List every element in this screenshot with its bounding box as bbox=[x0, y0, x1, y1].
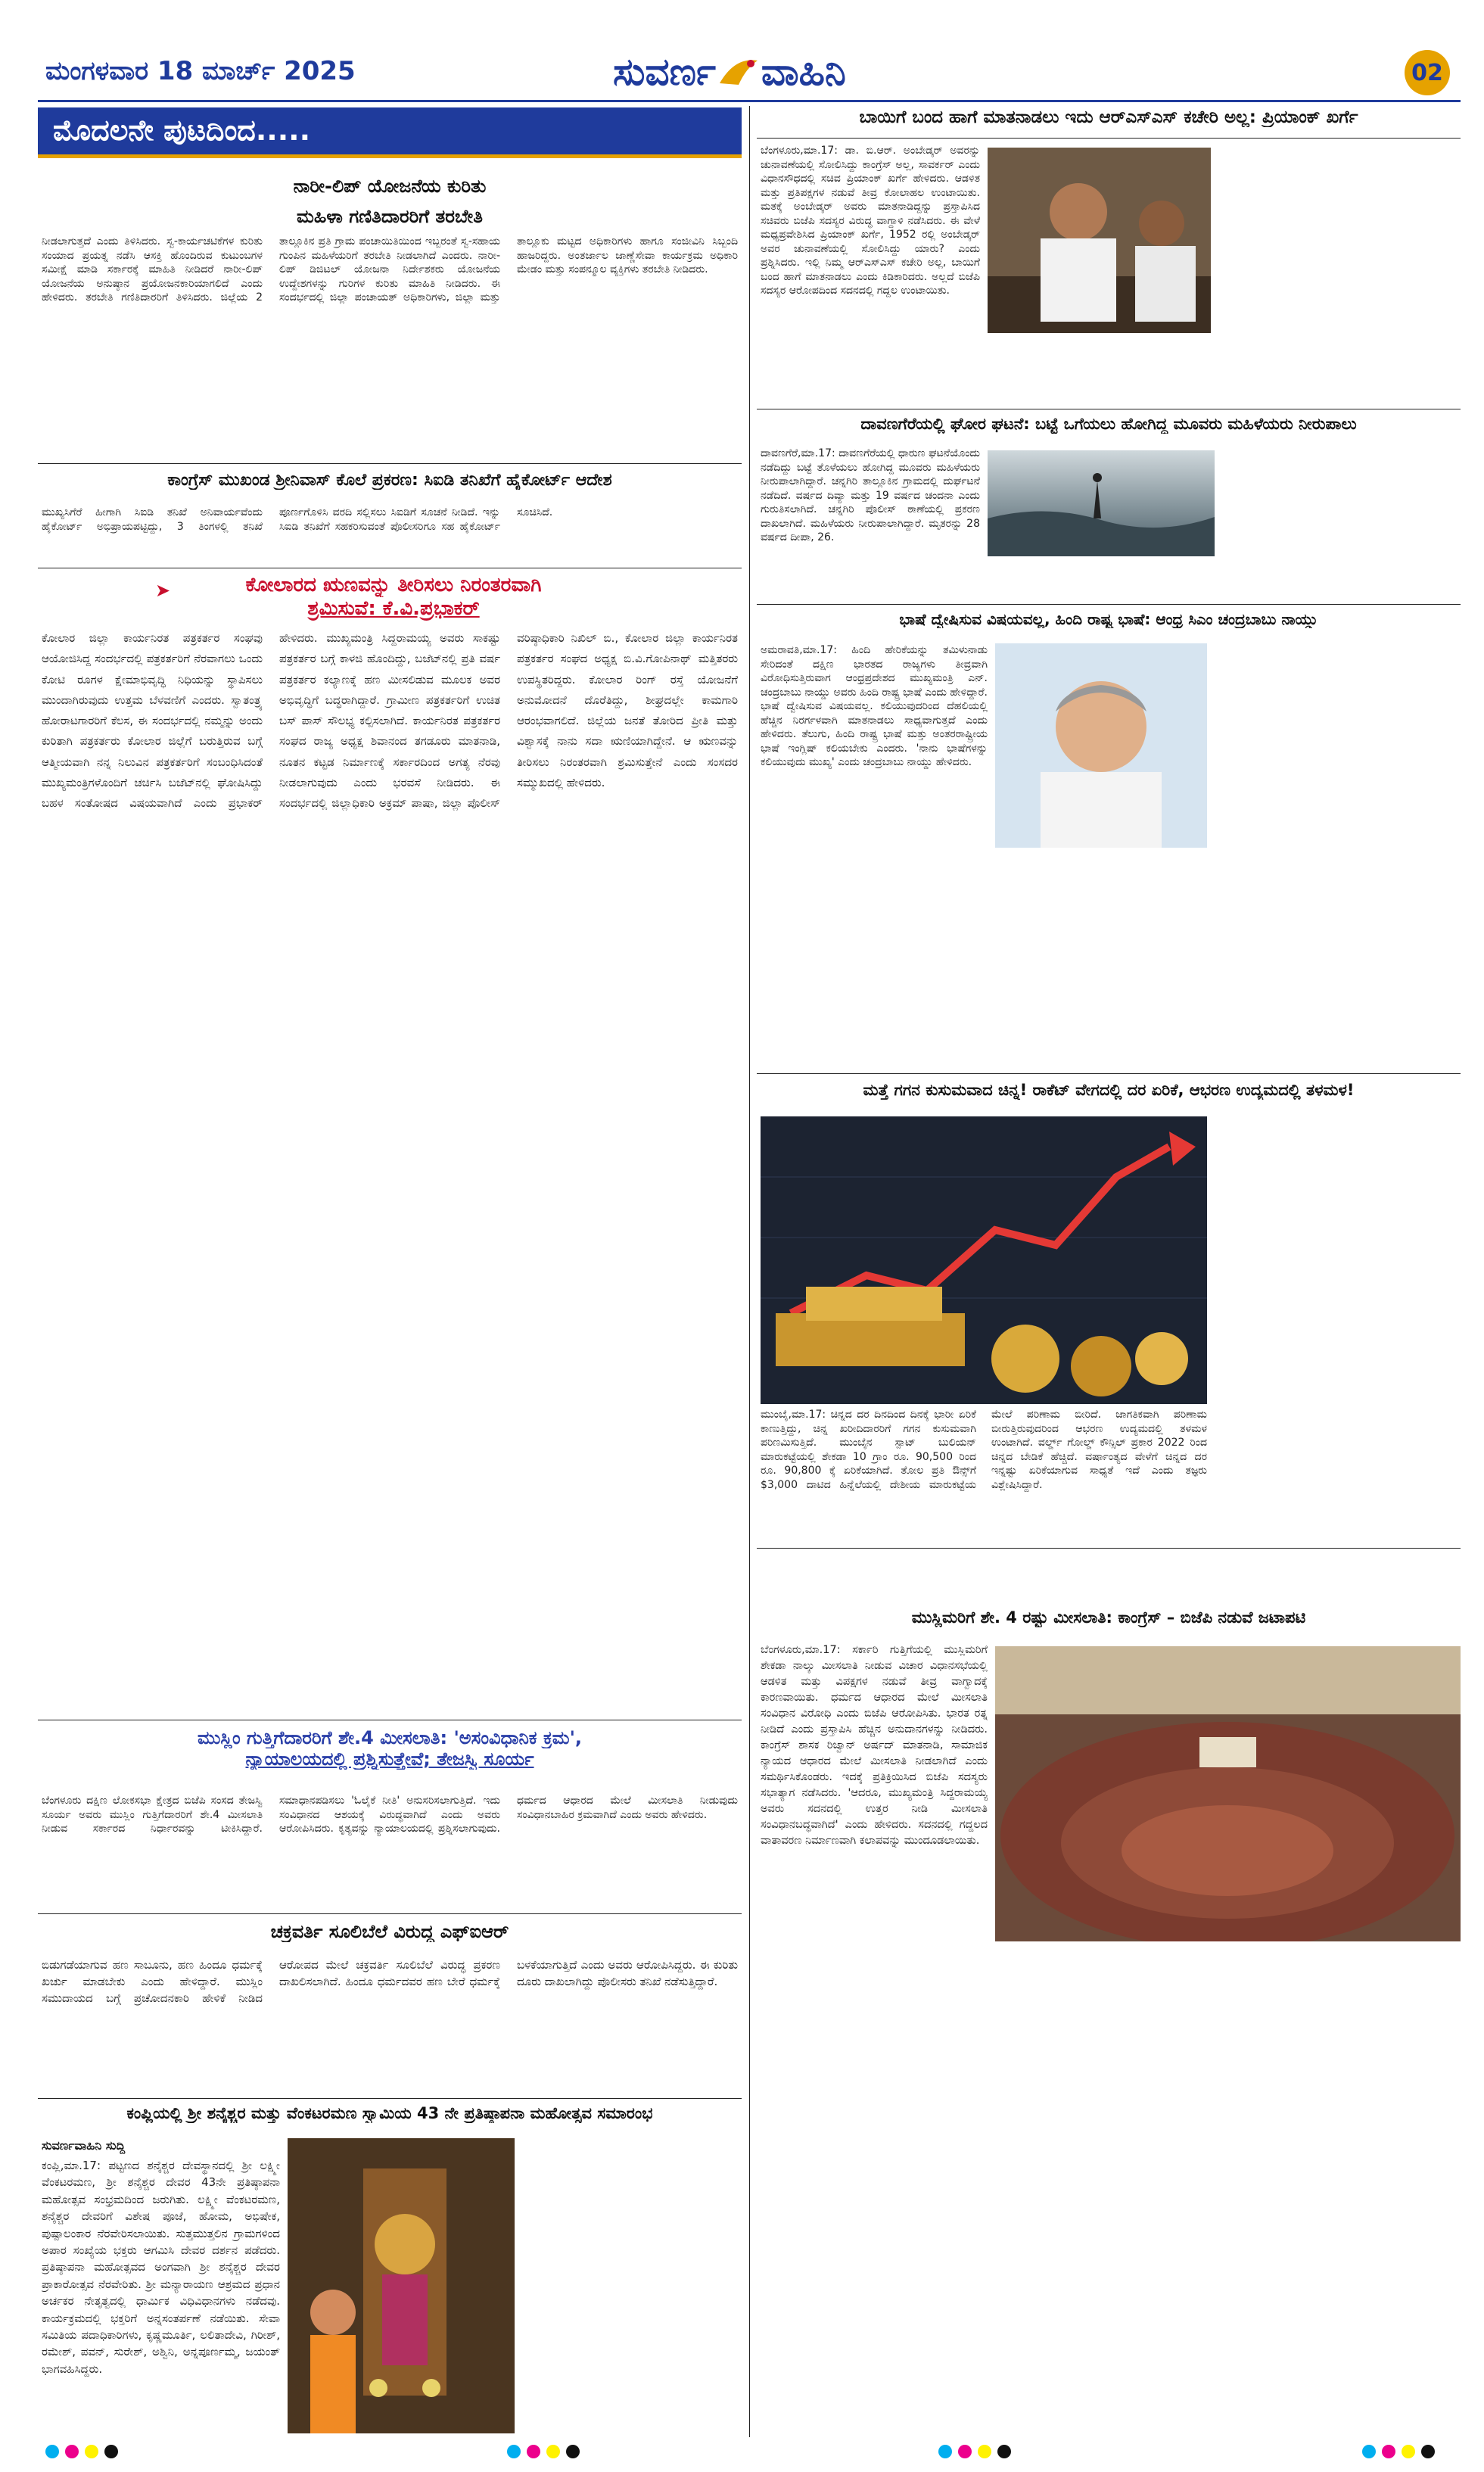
masthead-left: ಸುವರ್ಣ bbox=[613, 49, 716, 94]
masthead bbox=[613, 45, 846, 98]
magenta-dot bbox=[527, 2445, 540, 2458]
hindi-body: ಅಮರಾವತಿ,ಮಾ.17: ಹಿಂದಿ ಹೇರಿಕೆಯನ್ನು ತಮಿಳುನಾಡು ಸೇರಿದಂತೆ ದಕ್ಷಿಣ ಭಾರತದ ರಾಜ್ಯಗಳು ತೀವ್ರವಾಗಿ ವಿರೋಧಿಸುತ್ತಿರುವಾಗ ಆಂಧ್ರಪ್ರದೇಶದ ಮುಖ್ಯಮಂತ್ರಿ ಎನ್. ಚಂದ್ರಬಾಬು ನಾಯ್ಡು ಅವರು ಹಿಂದಿ ರಾಷ್ಟ್ರ ಭಾಷೆ ಎಂದು ಹೇಳಿದ್ದಾರೆ. ಭಾಷೆ ದ್ವೇಷಿಸುವ ವಿಷಯವಲ್ಲ. ಕಲಿಯುವುದರಿಂದ ದೆಹಲಿಯಲ್ಲಿ ಹೆಚ್ಚಿನ ನಿರರ್ಗಳವಾಗಿ ಮಾತನಾಡಲು ಸಾಧ್ಯವಾಗುತ್ತದೆ ಎಂದು ಹೇಳಿದರು. ತೆಲುಗು, ಹಿಂದಿ ರಾಷ್ಟ್ರ ಭಾಷೆ ಮತ್ತು ಅಂತರರಾಷ್ಟ್ರೀಯ ಭಾಷೆ ಇಂಗ್ಲಿಷ್ ಕಲಿಯಬೇಕು ಎಂದರು. 'ನಾನು ಭಾಷೆಗಳನ್ನು ಕಲಿಯುವುದು ಮುಖ್ಯ' ಎಂದು ಚಂದ್ರಬಾಬು ನಾಯ್ಡು ಹೇಳಿದರು. bbox=[761, 644, 988, 768]
cyan-dot bbox=[507, 2445, 521, 2458]
reservation-title-2: ನ್ಯಾಯಾಲಯದಲ್ಲಿ ಪ್ರಶ್ನಿಸುತ್ತೇವೆ; ತೇಜಸ್ವಿ ಸೂರ್ಯ bbox=[245, 1748, 534, 1770]
kolar-bullet-icon: ➤ bbox=[155, 580, 171, 601]
black-dot bbox=[104, 2445, 118, 2458]
registration-marks-right2 bbox=[1362, 2445, 1435, 2458]
temple-photo bbox=[288, 2138, 515, 2433]
magenta-dot bbox=[958, 2445, 972, 2458]
yellow-dot bbox=[85, 2445, 98, 2458]
black-dot bbox=[566, 2445, 580, 2458]
gold-photo bbox=[761, 1116, 1207, 1404]
black-dot bbox=[997, 2445, 1011, 2458]
kolar-title-1: ಕೋಲಾರದ ಋಣವನ್ನು ತೀರಿಸಲು ನಿರಂತರವಾಗಿ bbox=[245, 574, 542, 596]
divider bbox=[38, 2098, 742, 2099]
congress-court-title: ಕಾಂಗ್ರೆಸ್ ಮುಖಂಡ ಶ್ರೀನಿವಾಸ್ ಕೊಲೆ ಪ್ರಕರಣ: ಸಿಐಡಿ ತನಿಖೆಗೆ ಹೈಕೋರ್ಟ್ ಆದೇಶ bbox=[167, 471, 612, 490]
nari-body: ನೀಡಲಾಗುತ್ತದೆ ಎಂದು ತಿಳಿಸಿದರು. ಸ್ವ-ಕಾರ್ಯಚಟಿಕೆಗಳ ಕುರಿತು ಸಂಯಾದ ಪ್ರಯತ್ನ ನಡೆಸಿ ಆಸಕ್ತಿ ಹೊಂದಿರುವ ಕುಟುಂಬಗಳ ಸಮೀಕ್ಷೆ ಮಾಡಿ ಸರ್ಕಾರಕ್ಕೆ ಮಾಹಿತಿ ನೀಡಿದರೆ ನಾರೀ-ಲಿಪ್ ಯೋಜನೆಯ ಅನುಷ್ಠಾನ ಪ್ರಯೋಜನಕಾರಿಯಾಗಲಿದೆ ಎಂದು ಹೇಳಿದರು. ತರಬೇತಿ ಗಣಿತಿದಾರರಿಗೆ ತಿಳಿಸಿದರು. ಜಿಲ್ಲೆಯ 2 ತಾಲ್ಲೂಕಿನ ಪ್ರತಿ ಗ್ರಾಮ ಪಂಚಾಯಿತಿಯಿಂದ ಇಬ್ಬರಂತೆ ಸ್ವ-ಸಹಾಯ ಗುಂಪಿನ ಮಹಿಳೆಯರಿಗೆ ತರಬೇತಿ ನೀಡಲಾಗಿದೆ ಎಂದರು. ನಾರೀ-ಲಿಪ್ ಡಿಜಿಟಲ್ ಯೋಜನಾ ನಿರ್ದೇಶಕರು ಯೋಜನೆಯ ಉದ್ದೇಶಗಳನ್ನು ಗುರಿಗಳ ಕುರಿತು ಮಾಹಿತಿ ನೀಡಿದರು. ಈ ಸಂದರ್ಭದಲ್ಲಿ ಜಿಲ್ಲಾ ಪಂಚಾಯತ್ ಅಧಿಕಾರಿಗಳು, ಜಿಲ್ಲಾ ಮತ್ತು ತಾಲ್ಲೂಕು ಮಟ್ಟದ ಅಧಿಕಾರಿಗಳು ಹಾಗೂ ಸಂಜೀವಿನಿ ಸಿಬ್ಬಂದಿ ಹಾಜರಿದ್ದರು. ಅಂತರ್ಜಾಲ ಜಾಣ್ಣೆಸೇವಾ ಕಾರ್ಯಕ್ರಮ ಅಧಿಕಾರಿ ಮೇಡಂ ಮತ್ತು ಸಂಪನ್ಮೂಲ ವ್ಯಕ್ತಿಗಳು ತರಬೇತಿ ನೀಡಿದರು. bbox=[42, 235, 738, 304]
magenta-dot bbox=[1382, 2445, 1395, 2458]
davanagere-body: ದಾವಣಗೆರೆ,ಮಾ.17: ದಾವಣಗೆರೆಯಲ್ಲಿ ಧಾರುಣ ಘಟನೆಯೊಂದು ನಡೆದಿದ್ದು ಬಟ್ಟೆ ತೊಳೆಯಲು ಹೋಗಿದ್ದ ಮೂವರು ಮಹಿಳೆಯರು ನೀರುಪಾಲಾಗಿದ್ದಾರೆ. ಚನ್ನಗಿರಿ ತಾಲ್ಲೂಕಿನ ಗ್ರಾಮದಲ್ಲಿ ದುರ್ಘಟನೆ ನಡೆದಿದೆ. ವರ್ಷದ ದಿವ್ಯಾ ಮತ್ತು 19 ವರ್ಷದ ಚಂದನಾ ಎಂದು ಗುರುತಿಸಲಾಗಿದೆ. ಚನ್ನಗಿರಿ ಪೊಲೀಸ್ ಠಾಣೆಯಲ್ಲಿ ಪ್ರಕರಣ ದಾಖಲಾಗಿದೆ. ಮಹಿಳೆಯರು ನೀರುಪಾಲಾಗಿದ್ದಾರೆ. ಮೃತರನ್ನು 28 ವರ್ಷದ ದೀಪಾ, 26. bbox=[761, 447, 980, 543]
kharge-caption-body bbox=[988, 337, 1211, 405]
yellow-dot bbox=[546, 2445, 560, 2458]
magenta-dot bbox=[65, 2445, 79, 2458]
registration-marks-left bbox=[45, 2445, 118, 2458]
davanagere-photo bbox=[988, 450, 1215, 556]
hindi-photo bbox=[995, 643, 1207, 848]
divider bbox=[38, 463, 742, 464]
header-date: ಮಂಗಳವಾರ 18 ಮಾರ್ಚ್ 2025 bbox=[45, 56, 356, 86]
registration-marks-center bbox=[507, 2445, 580, 2458]
temple-byline: ಸುವರ್ಣವಾಹಿನಿ ಸುದ್ದಿ bbox=[42, 2138, 126, 2153]
temple-title: ಕಂಪ್ಲಿಯಲ್ಲಿ ಶ್ರೀ ಶನೈಶ್ಚರ ಮತ್ತು ವೆಂಕಟರಮಣ ಸ್ವಾಮಿಯ 43 ನೇ ಪ್ರತಿಷ್ಠಾಪನಾ ಮಹೋತ್ಸವ ಸಮಾರಂಭ bbox=[126, 2104, 653, 2122]
cyan-dot bbox=[1362, 2445, 1376, 2458]
page-number: 02 bbox=[1411, 59, 1443, 86]
cyan-dot bbox=[938, 2445, 952, 2458]
reservation-title-block bbox=[38, 1727, 742, 1788]
kharge-title: ಬಾಯಿಗೆ ಬಂದ ಹಾಗೆ ಮಾತನಾಡಲು ಇದು ಆರ್‌ಎಸ್‌ಎಸ್ ಕಚೇರಿ ಅಲ್ಲ: ಪ್ರಿಯಾಂಕ್ ಖರ್ಗೆ bbox=[859, 107, 1358, 127]
divider bbox=[757, 1548, 1461, 1549]
assembly-photo bbox=[995, 1646, 1461, 1941]
divider bbox=[38, 1913, 742, 1914]
yellow-dot bbox=[978, 2445, 991, 2458]
davanagere-body-right bbox=[1222, 447, 1457, 598]
gold-body: ಮುಂಬೈ,ಮಾ.17: ಚಿನ್ನದ ದರ ದಿನದಿಂದ ದಿನಕ್ಕೆ ಭಾರೀ ಏರಿಕೆ ಕಾಣುತ್ತಿದ್ದು, ಚಿನ್ನ ಖರೀದಿದಾರರಿಗೆ ಗಗನ ಕುಸುಮವಾಗಿ ಪರಿಣಮಿಸುತ್ತಿದೆ. ಮುಂಬೈನ ಸ್ಪಾಟ್ ಬುಲಿಯನ್ ಮಾರುಕಟ್ಟೆಯಲ್ಲಿ ಶೇಕಡಾ 10 ಗ್ರಾಂ ರೂ. 90,500 ರಿಂದ ರೂ. 90,800 ಕ್ಕೆ ಏರಿಕೆಯಾಗಿದೆ. ತೋಲ ಪ್ರತಿ ಔನ್ಸ್‌ಗೆ $3,000 ದಾಟಿದ ಹಿನ್ನೆಲೆಯಲ್ಲಿ ದೇಶೀಯ ಮಾರುಕಟ್ಟೆಯ ಮೇಲೆ ಪರಿಣಾಮ ಬೀರಿದೆ. ಜಾಗತಿಕವಾಗಿ ಪರಿಣಾಮ ಬೀರುತ್ತಿರುವುದರಿಂದ ಆಭರಣ ಉದ್ಯಮದಲ್ಲಿ ತಳಮಳ ಉಂಟಾಗಿದೆ. ವರ್ಲ್ಡ್ ಗೋಲ್ಡ್ ಕೌನ್ಸಿಲ್ ಪ್ರಕಾರ 2022 ರಿಂದ ಚಿನ್ನದ ಬೇಡಿಕೆ ಹೆಚ್ಚಿದೆ. ವರ್ಷಾಂತ್ಯದ ವೇಳೆಗೆ ಚಿನ್ನದ ದರ ಇನ್ನಷ್ಟು ಏರಿಕೆಯಾಗುವ ಸಾಧ್ಯತೆ ಇದೆ ಎಂದು ತಜ್ಞರು ವಿಶ್ಲೇಷಿಸಿದ್ದಾರೆ. bbox=[761, 1409, 1207, 1491]
temple-body-left: ಕಂಪ್ಲಿ,ಮಾ.17: ಪಟ್ಟಣದ ಶನೈಶ್ಚರ ದೇವಸ್ಥಾನದಲ್ಲಿ ಶ್ರೀ ಲಕ್ಷ್ಮೀ ವೆಂಕಟರಮಣ, ಶ್ರೀ ಶನೈಶ್ಚರ ದೇವರ 43ನೇ ಪ್ರತಿಷ್ಠಾಪನಾ ಮಹೋತ್ಸವ ಸಂಭ್ರಮದಿಂದ ಜರುಗಿತು. ಲಕ್ಷ್ಮೀ ವೆಂಕಟರಮಣ, ಶನೈಶ್ಚರ ದೇವರಿಗೆ ವಿಶೇಷ ಪೂಜೆ, ಹೋಮ, ಅಭಿಷೇಕ, ಪುಷ್ಪಾಲಂಕಾರ ನೆರವೇರಿಸಲಾಯಿತು. ಸುತ್ತಮುತ್ತಲಿನ ಗ್ರಾಮಗಳಿಂದ ಅಪಾರ ಸಂಖ್ಯೆಯ ಭಕ್ತರು ಆಗಮಿಸಿ ದೇವರ ದರ್ಶನ ಪಡೆದರು. ಪ್ರತಿಷ್ಠಾಪನಾ ಮಹೋತ್ಸವದ ಅಂಗವಾಗಿ ಶ್ರೀ ಶನೈಶ್ಚರ ದೇವರ ಪ್ರಾಕಾರೋತ್ಸವ ನೆರವೇರಿತು. ಶ್ರೀ ಮನ್ಯಾರಾಯಣ ಆಶ್ರಮದ ಪ್ರಧಾನ ಅರ್ಚಕರ ನೇತೃತ್ವದಲ್ಲಿ ಧಾರ್ಮಿಕ ವಿಧಿವಿಧಾನಗಳು ನಡೆದವು. ಕಾರ್ಯಕ್ರಮದಲ್ಲಿ ಭಕ್ತರಿಗೆ ಅನ್ನಸಂತರ್ಪಣೆ ನಡೆಯಿತು. ಸೇವಾ ಸಮಿತಿಯ ಪದಾಧಿಕಾರಿಗಳು, ಕೃಷ್ಣಮೂರ್ತಿ, ಲಲಿತಾದೇವಿ, ಗಿರೀಶ್, ರಮೇಶ್, ಪವನ್, ಸುರೇಶ್, ಅಶ್ವಿನಿ, ಅನ್ನಪೂರ್ಣಮ್ಮ, ಜಯಂತ್ ಭಾಗವಹಿಸಿದ್ದರು. bbox=[42, 2159, 280, 2376]
divider bbox=[757, 138, 1461, 139]
registration-marks-right1 bbox=[938, 2445, 1011, 2458]
nari-title-1: ನಾರೀ-ಲಿಪ್ ಯೋಜನೆಯ ಕುರಿತು bbox=[293, 176, 487, 197]
kolar-title-block bbox=[91, 574, 696, 622]
yellow-dot bbox=[1402, 2445, 1415, 2458]
hindi-title: ಭಾಷೆ ದ್ವೇಷಿಸುವ ವಿಷಯವಲ್ಲ, ಹಿಂದಿ ರಾಷ್ಟ್ರ ಭಾಷೆ: ಆಂಧ್ರ ಸಿಎಂ ಚಂದ್ರಬಾಬು ನಾಯ್ಡು bbox=[899, 610, 1318, 628]
header-rule bbox=[38, 100, 1461, 102]
chakravarti-body: ಬಿಡುಗಡೆಯಾಗುವ ಹಣ ಸಾಬೂನು, ಹಣ ಹಿಂದೂ ಧರ್ಮಕ್ಕೆ ಖರ್ಚು ಮಾಡಬೇಕು ಎಂದು ಹೇಳಿದ್ದಾರೆ. ಮುಸ್ಲಿಂ ಸಮುದಾಯದ ಬಗ್ಗೆ ಪ್ರಚೋದನಕಾರಿ ಹೇಳಿಕೆ ನೀಡಿದ ಆರೋಪದ ಮೇಲೆ ಚಕ್ರವರ್ತಿ ಸೂಲಿಬೆಲೆ ವಿರುದ್ಧ ಪ್ರಕರಣ ದಾಖಲಿಸಲಾಗಿದೆ. ಹಿಂದೂ ಧರ್ಮದವರ ಹಣ ಬೇರೆ ಧರ್ಮಕ್ಕೆ ಬಳಕೆಯಾಗುತ್ತಿದೆ ಎಂದು ಅವರು ಆರೋಪಿಸಿದ್ದರು. ಈ ಕುರಿತು ದೂರು ದಾಖಲಾಗಿದ್ದು ಪೊಲೀಸರು ತನಿಖೆ ನಡೆಸುತ್ತಿದ್ದಾರೆ. bbox=[42, 1958, 738, 2005]
masthead-logo-icon bbox=[716, 53, 761, 91]
kharge-photo bbox=[988, 148, 1211, 333]
section-banner bbox=[38, 107, 742, 158]
divider bbox=[757, 1073, 1461, 1074]
kharge-body-right bbox=[1222, 144, 1457, 405]
reservation-title-1: ಮುಸ್ಲಿಂ ಗುತ್ತಿಗೆದಾರರಿಗೆ ಶೇ.4 ಮೀಸಲಾತಿ: 'ಅಸಂವಿಧಾನಿಕ ಕ್ರಮ', bbox=[197, 1727, 583, 1748]
divider bbox=[757, 604, 1461, 605]
temple-body-right bbox=[522, 2138, 738, 2433]
masthead-right: ವಾಹಿನಿ bbox=[761, 49, 846, 94]
muslim-quota-body-mid bbox=[995, 1949, 1222, 2430]
kharge-body-left: ಬೆಂಗಳೂರು,ಮಾ.17: ಡಾ. ಬಿ.ಆರ್. ಅಂಬೇಡ್ಕರ್ ಅವರನ್ನು ಚುನಾವಣೆಯಲ್ಲಿ ಸೋಲಿಸಿದ್ದು ಕಾಂಗ್ರೆಸ್ ಅಲ್ಲ, ಸಾವರ್ಕರ್ ಎಂದು ವಿಧಾನಸೌಧದಲ್ಲಿ ಸಚಿವ ಪ್ರಿಯಾಂಕ್ ಖರ್ಗೆ ಹೇಳಿದರು. ಆಡಳಿತ ಮತ್ತು ಪ್ರತಿಪಕ್ಷಗಳ ನಡುವೆ ತೀವ್ರ ಕೋಲಾಹಲ ಉಂಟಾಯಿತು. ಮತಕ್ಕೆ ಅಂಬೇಡ್ಕರ್ ಅವರು ಮಾತನಾಡಿದ್ದನ್ನು ಪ್ರಸ್ತಾಪಿಸಿದ ಸಚಿವರು ಬಿಜೆಪಿ ಸದಸ್ಯರ ವಿರುದ್ಧ ವಾಗ್ದಾಳಿ ನಡೆಸಿದರು. ಈ ವೇಳೆ ಮಧ್ಯಪ್ರವೇಶಿಸಿದ ಪ್ರಿಯಾಂಕ್ ಖರ್ಗೆ, 1952 ರಲ್ಲಿ ಅಂಬೇಡ್ಕರ್ ಅವರ ಚುನಾವಣೆಯಲ್ಲಿ ಸೋಲಿಸಿದ್ದು ಯಾರು? ಎಂದು ಪ್ರಶ್ನಿಸಿದರು. ಇಲ್ಲಿ ನಿಮ್ಮ ಆರ್‌ಎಸ್‌ಎಸ್ ಕಚೇರಿ ಅಲ್ಲ, ಬಾಯಿಗೆ ಬಂದ ಹಾಗೆ ಮಾತನಾಡಲು ಎಂದು ಕಿಡಿಕಾರಿದರು. ಅಲ್ಲದೆ ಬಿಜೆಪಿ ಸದಸ್ಯರ ಆರೋಪದಿಂದ ಸದನದಲ್ಲಿ ಗದ್ದಲ ಉಂಟಾಯಿತು. bbox=[761, 145, 980, 297]
section-banner-text: ಮೊದಲನೇ ಪುಟದಿಂದ..... bbox=[53, 114, 311, 147]
chakravarti-title: ಚಕ್ರವರ್ತಿ ಸೂಲಿಬೆಲೆ ವಿರುದ್ಧ ಎಫ್‌ಐಆರ್ bbox=[270, 1921, 509, 1942]
column-divider bbox=[749, 106, 750, 2437]
gold-title: ಮತ್ತೆ ಗಗನ ಕುಸುಮವಾದ ಚಿನ್ನ! ರಾಕೆಟ್ ವೇಗದಲ್ಲಿ ದರ ಏರಿಕೆ, ಆಭರಣ ಉದ್ಯಮದಲ್ಲಿ ತಳಮಳ! bbox=[863, 1081, 1355, 1099]
kolar-body: ಕೋಲಾರ ಜಿಲ್ಲಾ ಕಾರ್ಯನಿರತ ಪತ್ರಕರ್ತರ ಸಂಘವು ಆಯೋಜಿಸಿದ್ದ ಸಂದರ್ಭದಲ್ಲಿ ಪತ್ರಕರ್ತರಿಗೆ ನೆರವಾಗಲು ಒಂದು ಕೋಟಿ ರೂಗಳ ಕ್ಷೇಮಾಭಿವೃದ್ಧಿ ನಿಧಿಯನ್ನು ಸ್ಥಾಪಿಸಲು ಮುಂದಾಗಿರುವುದು ಉತ್ತಮ ಬೆಳವಣಿಗೆ ಎಂದರು. ಸ್ವಾತಂತ್ರ್ಯ ಹೋರಾಟಗಾರರಿಗೆ ಕೆಲಸ, ಈ ಸಂದರ್ಭದಲ್ಲಿ ನಮ್ಮನ್ನು ಅಂದು ಕುರಿತಾಗಿ ಪತ್ರಕರ್ತರು ಕೋಲಾರ ಜಿಲ್ಲೆಗೆ ಬರುತ್ತಿರುವ ಬಗ್ಗೆ ಆತ್ಮೀಯವಾಗಿ ನನ್ನ ನಿಲುವಿನ ಪತ್ರಕರ್ತರಿಗೆ ಸಂಬಂಧಿಸಿದಂತೆ ಮುಖ್ಯಮಂತ್ರಿಗಳೊಂದಿಗೆ ಚರ್ಚಿಸಿ ಬಜೆಟ್‌ನಲ್ಲಿ ಘೋಷಿಸಿದ್ದು ಬಹಳ ಸಂತೋಷದ ವಿಷಯವಾಗಿದೆ ಎಂದು ಪ್ರಭಾಕರ್ ಹೇಳಿದರು. ಮುಖ್ಯಮಂತ್ರಿ ಸಿದ್ದರಾಮಯ್ಯ ಅವರು ಸಾಕಷ್ಟು ಪತ್ರಕರ್ತರ ಬಗ್ಗೆ ಕಾಳಜಿ ಹೊಂದಿದ್ದು, ಬಜೆಟ್‌ನಲ್ಲಿ ಪ್ರತಿ ವರ್ಷ ಪತ್ರಕರ್ತರ ಕಲ್ಯಾಣಕ್ಕೆ ಹಣ ಮೀಸಲಿಡುವ ಮೂಲಕ ಅವರ ಅಭಿವೃದ್ಧಿಗೆ ಬದ್ಧರಾಗಿದ್ದಾರೆ. ಗ್ರಾಮೀಣ ಪತ್ರಕರ್ತರಿಗೆ ಉಚಿತ ಬಸ್ ಪಾಸ್ ಸೌಲಭ್ಯ ಕಲ್ಪಿಸಲಾಗಿದೆ. ಕಾರ್ಯನಿರತ ಪತ್ರಕರ್ತರ ಸಂಘದ ರಾಜ್ಯ ಅಧ್ಯಕ್ಷ ಶಿವಾನಂದ ತಗಡೂರು ಮಾತನಾಡಿ, ನೂತನ ಕಟ್ಟಡ ನಿರ್ಮಾಣಕ್ಕೆ ಸರ್ಕಾರದಿಂದ ಅಗತ್ಯ ನೆರವು ನೀಡಲಾಗುವುದು ಎಂದು ಭರವಸೆ ನೀಡಿದರು. ಈ ಸಂದರ್ಭದಲ್ಲಿ ಜಿಲ್ಲಾಧಿಕಾರಿ ಅಕ್ರಮ್ ಪಾಷಾ, ಜಿಲ್ಲಾ ಪೊಲೀಸ್ ವರಿಷ್ಠಾಧಿಕಾರಿ ನಿಖಿಲ್ ಬಿ., ಕೋಲಾರ ಜಿಲ್ಲಾ ಕಾರ್ಯನಿರತ ಪತ್ರಕರ್ತರ ಸಂಘದ ಅಧ್ಯಕ್ಷ ಬಿ.ವಿ.ಗೋಪಿನಾಥ್ ಮತ್ತಿತರರು ಉಪಸ್ಥಿತರಿದ್ದರು. ಕೋಲಾರ ರಿಂಗ್ ರಸ್ತೆ ಯೋಜನೆಗೆ ಅನುಮೋದನೆ ದೊರೆತಿದ್ದು, ಶೀಘ್ರದಲ್ಲೇ ಕಾಮಗಾರಿ ಆರಂಭವಾಗಲಿದೆ. ಜಿಲ್ಲೆಯ ಜನತೆ ತೋರಿದ ಪ್ರೀತಿ ಮತ್ತು ವಿಶ್ವಾಸಕ್ಕೆ ನಾನು ಸದಾ ಋಣಿಯಾಗಿದ್ದೇನೆ. ಆ ಋಣವನ್ನು ತೀರಿಸಲು ನಿರಂತರವಾಗಿ ಶ್ರಮಿಸುತ್ತೇನೆ ಎಂದು ಸಂಸದರ ಸಮ್ಮುಖದಲ್ಲಿ ಹೇಳಿದರು. bbox=[42, 631, 738, 811]
black-dot bbox=[1421, 2445, 1435, 2458]
muslim-quota-title: ಮುಸ್ಲಿಮರಿಗೆ ಶೇ. 4 ರಷ್ಟು ಮೀಸಲಾತಿ: ಕಾಂಗ್ರೆಸ್ – ಬಿಜೆಪಿ ನಡುವೆ ಜಟಾಪಟಿ bbox=[911, 1608, 1306, 1627]
nari-title-2: ಮಹಿಳಾ ಗಣಿತಿದಾರರಿಗೆ ತರಬೇತಿ bbox=[297, 206, 483, 227]
davanagere-title: ದಾವಣಗೆರೆಯಲ್ಲಿ ಘೋರ ಘಟನೆ: ಬಟ್ಟೆ ಒಗೆಯಲು ಹೋಗಿದ್ದ ಮೂವರು ಮಹಿಳೆಯರು ನೀರುಪಾಲು bbox=[860, 415, 1357, 433]
cyan-dot bbox=[45, 2445, 59, 2458]
kolar-title-2: ಶ್ರಮಿಸುವೆ: ಕೆ.ವಿ.ಪ್ರಭಾಕರ್ bbox=[307, 597, 480, 620]
page-header bbox=[38, 45, 1461, 98]
muslim-quota-body: ಬೆಂಗಳೂರು,ಮಾ.17: ಸರ್ಕಾರಿ ಗುತ್ತಿಗೆಯಲ್ಲಿ ಮುಸ್ಲಿಮರಿಗೆ ಶೇಕಡಾ ನಾಲ್ಕು ಮೀಸಲಾತಿ ನೀಡುವ ವಿಚಾರ ವಿಧಾನಸಭೆಯಲ್ಲಿ ಆಡಳಿತ ಮತ್ತು ವಿಪಕ್ಷಗಳ ನಡುವೆ ತೀವ್ರ ವಾಗ್ವಾದಕ್ಕೆ ಕಾರಣವಾಯಿತು. ಧರ್ಮದ ಆಧಾರದ ಮೇಲೆ ಮೀಸಲಾತಿ ಸಂವಿಧಾನ ವಿರೋಧಿ ಎಂದು ಬಿಜೆಪಿ ಆರೋಪಿಸಿತು. ಭಾರತ ರತ್ನ ನೀಡಿದೆ ಎಂದು ಪ್ರಸ್ತಾಪಿಸಿ ಹೆಚ್ಚಿನ ಅನುದಾನಗಳನ್ನು ನೀಡಿದರು. ಕಾಂಗ್ರೆಸ್ ಶಾಸಕ ರಿಜ್ವಾನ್ ಅರ್ಷದ್ ಮಾತನಾಡಿ, ಸಾಮಾಜಿಕ ನ್ಯಾಯದ ಆಧಾರದ ಮೇಲೆ ಮೀಸಲಾತಿ ನೀಡಲಾಗಿದೆ ಎಂದು ಸಮರ್ಥಿಸಿಕೊಂಡರು. ಇದಕ್ಕೆ ಪ್ರತಿಕ್ರಿಯಿಸಿದ ಬಿಜೆಪಿ ಸದಸ್ಯರು ಸಭಾತ್ಯಾಗ ನಡೆಸಿದರು. 'ಆದರೂ, ಮುಖ್ಯಮಂತ್ರಿ ಸಿದ್ದರಾಮಯ್ಯ ಅವರು ಸದನದಲ್ಲಿ ಉತ್ತರ ನೀಡಿ ಮೀಸಲಾತಿ ಸಂವಿಧಾನಬದ್ಧವಾಗಿದೆ' ಎಂದು ಹೇಳಿದರು. ಸದನದಲ್ಲಿ ಗದ್ದಲದ ವಾತಾವರಣ ನಿರ್ಮಾಣವಾಗಿ ಕಲಾಪವನ್ನು ಮುಂದೂಡಲಾಯಿತು. bbox=[761, 1644, 988, 1847]
page-number-badge bbox=[1405, 50, 1450, 95]
congress-court-body: ಮುಖ್ಯಸಿಗೆರೆ ಹೀಗಾಗಿ ಸಿಐಡಿ ತನಿಖೆ ಅನಿವಾರ್ಯವೆಂದು ಹೈಕೋರ್ಟ್ ಅಭಿಪ್ರಾಯಪಟ್ಟಿದ್ದು, 3 ತಿಂಗಳಲ್ಲಿ ತನಿಖೆ ಪೂರ್ಣಗೊಳಿಸಿ ವರದಿ ಸಲ್ಲಿಸಲು ಸಿಐಡಿಗೆ ಸೂಚನೆ ನೀಡಿದೆ. ಇನ್ನು ಸಿಐಡಿ ತನಿಖೆಗೆ ಸಹಕರಿಸುವಂತೆ ಪೊಲೀಸರಿಗೂ ಸಹ ಹೈಕೋರ್ಟ್ ಸೂಚಿಸಿದೆ. bbox=[42, 506, 553, 533]
reservation-body: ಬೆಂಗಳೂರು ದಕ್ಷಿಣ ಲೋಕಸಭಾ ಕ್ಷೇತ್ರದ ಬಿಜೆಪಿ ಸಂಸದ ತೇಜಸ್ವಿ ಸೂರ್ಯ ಅವರು ಮುಸ್ಲಿಂ ಗುತ್ತಿಗೆದಾರರಿಗೆ ಶೇ.4 ಮೀಸಲಾತಿ ನೀಡುವ ಸರ್ಕಾರದ ನಿರ್ಧಾರವನ್ನು ಟೀಕಿಸಿದ್ದಾರೆ. ಸಮಾಧಾನಪಡಿಸಲು 'ಓಲೈಕೆ ನೀತಿ' ಅನುಸರಿಸಲಾಗುತ್ತಿದೆ. ಇದು ಸಂವಿಧಾನದ ಆಶಯಕ್ಕೆ ವಿರುದ್ಧವಾಗಿದೆ ಎಂದು ಅವರು ಆರೋಪಿಸಿದರು. ಕೃತ್ಯವನ್ನು ನ್ಯಾಯಾಲಯದಲ್ಲಿ ಪ್ರಶ್ನಿಸಲಾಗುವುದು. ಧರ್ಮದ ಆಧಾರದ ಮೇಲೆ ಮೀಸಲಾತಿ ನೀಡುವುದು ಸಂವಿಧಾನಬಾಹಿರ ಕ್ರಮವಾಗಿದೆ ಎಂದು ಅವರು ಹೇಳಿದರು. bbox=[42, 1795, 738, 1835]
hindi-body-right bbox=[1218, 643, 1457, 1067]
muslim-quota-body-right bbox=[1230, 1949, 1457, 2430]
gold-body-right bbox=[1218, 1116, 1457, 1540]
